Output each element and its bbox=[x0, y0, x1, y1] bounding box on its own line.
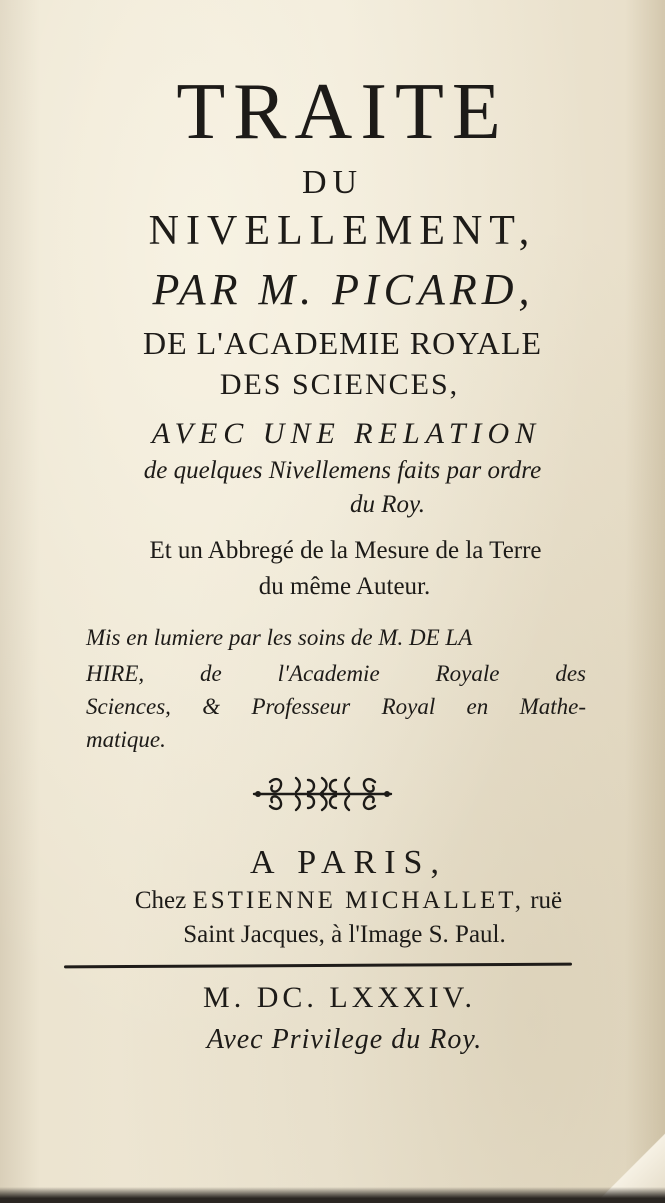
editor-line-2: HIRE, de l'Academie Royale des bbox=[86, 661, 586, 686]
imprint-address: Saint Jacques, à l'Image S. Paul. bbox=[183, 921, 506, 948]
relation-line-1: de quelques Nivellemens faits par ordre bbox=[143, 457, 542, 484]
printers-ornament bbox=[250, 772, 395, 816]
imprint-printer-line bbox=[0, 888, 665, 913]
abbrege-line-2: du même Auteur. bbox=[258, 573, 431, 600]
editor-line-1: Mis en lumiere par les soins de M. DE LA bbox=[86, 625, 473, 650]
affiliation-line-2: DES SCIENCES, bbox=[219, 368, 460, 401]
imprint-street: ruë bbox=[530, 887, 563, 914]
author-line: PAR M. PICARD, bbox=[152, 265, 535, 314]
publication-date: M. DC. LXXXIV. bbox=[203, 981, 476, 1014]
abbrege-line-1: Et un Abbregé de la Mesure de la Terre bbox=[149, 537, 542, 564]
title-du: DU bbox=[301, 164, 364, 201]
editor-line-4: matique. bbox=[86, 727, 166, 752]
editor-line-3: Sciences, & Professeur Royal en Mathe- bbox=[86, 694, 586, 719]
divider-rule bbox=[64, 963, 572, 969]
imprint-printer: ESTIENNE MICHALLET, bbox=[192, 887, 524, 914]
page-bottom-edge bbox=[0, 1187, 665, 1203]
imprint-city: A PARIS, bbox=[250, 844, 447, 881]
affiliation-line-1: DE L'ACADEMIE ROYALE bbox=[142, 325, 543, 361]
title-subject: NIVELLEMENT, bbox=[148, 208, 537, 254]
book-title: TRAITE bbox=[176, 68, 509, 156]
imprint-chez: Chez bbox=[134, 887, 187, 914]
relation-line-2: du Roy. bbox=[350, 491, 425, 518]
privilege-line: Avec Privilege du Roy. bbox=[206, 1024, 483, 1055]
relation-heading: AVEC UNE RELATION bbox=[151, 417, 542, 450]
